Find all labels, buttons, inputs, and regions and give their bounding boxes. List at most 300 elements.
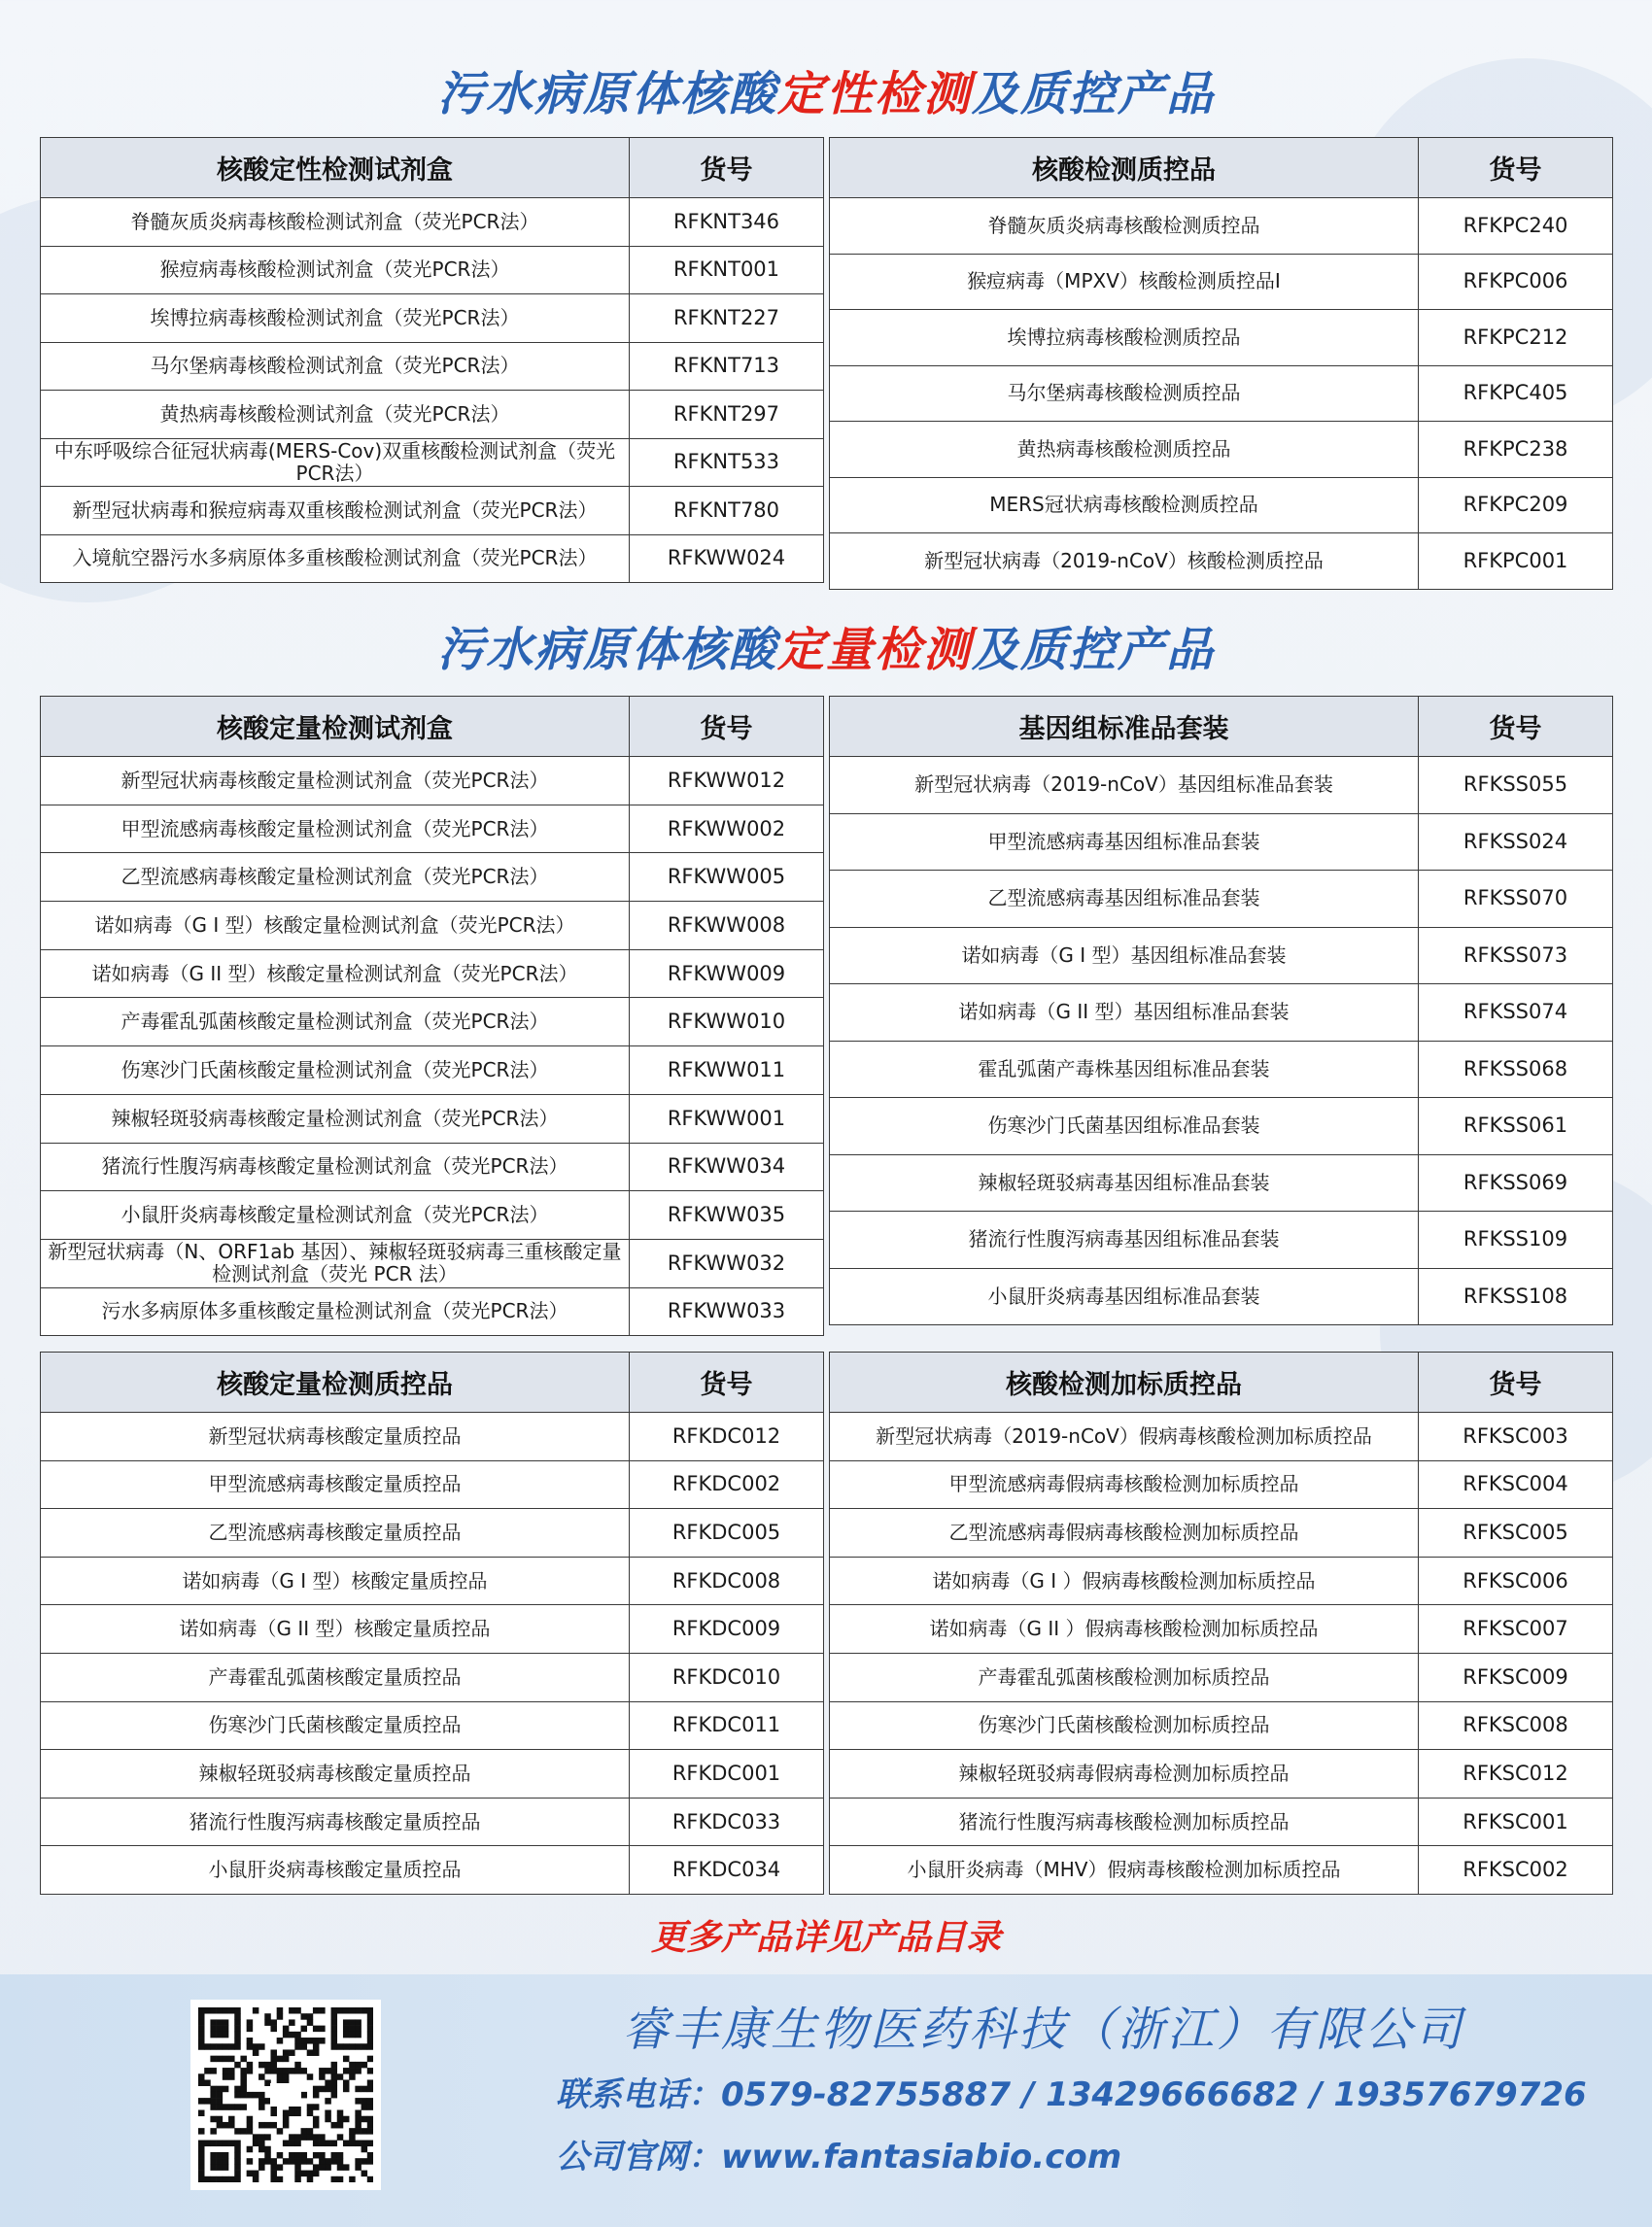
- qr-module: [223, 2152, 229, 2159]
- qr-module: [228, 2104, 235, 2110]
- qr-module: [270, 2171, 277, 2177]
- qr-module: [258, 2062, 265, 2069]
- qr-module: [253, 2007, 259, 2014]
- qr-module: [349, 2019, 356, 2026]
- qr-module: [343, 2086, 350, 2093]
- qr-module: [283, 2158, 290, 2165]
- product-name: 诺如病毒（G I ）假病毒核酸检测加标质控品: [830, 1557, 1419, 1605]
- qr-module: [355, 2141, 361, 2147]
- qr-module: [367, 2013, 373, 2020]
- qr-module: [264, 2122, 271, 2129]
- qr-module: [367, 2056, 373, 2063]
- product-code: RFKDC008: [630, 1557, 824, 1605]
- qr-module: [264, 2158, 271, 2165]
- qr-module: [210, 2098, 217, 2105]
- table-row: [830, 871, 1613, 928]
- product-name: 乙型流感病毒核酸定量检测试剂盒（荧光PCR法）: [41, 853, 630, 902]
- qr-module: [258, 2146, 265, 2153]
- qr-module: [283, 2073, 290, 2080]
- qr-module: [210, 2026, 217, 2033]
- qr-module: [234, 2152, 241, 2159]
- column-header-product: 核酸检测质控品: [830, 138, 1419, 198]
- qr-module: [343, 2164, 350, 2171]
- qr-module: [337, 2116, 344, 2123]
- qr-module: [307, 2013, 314, 2020]
- qr-module: [223, 2043, 229, 2050]
- qr-module: [367, 2128, 373, 2135]
- qr-module: [264, 2013, 271, 2020]
- table-row: [41, 1509, 824, 1558]
- qr-module: [217, 2158, 224, 2165]
- product-name: 马尔堡病毒核酸检测试剂盒（荧光PCR法）: [41, 342, 630, 391]
- product-name: 猪流行性腹泻病毒核酸检测加标质控品: [830, 1798, 1419, 1846]
- qr-module: [277, 2128, 284, 2135]
- qr-module: [198, 2158, 205, 2165]
- product-name: 乙型流感病毒核酸定量质控品: [41, 1509, 630, 1558]
- qr-module: [349, 2062, 356, 2069]
- qr-module: [289, 2158, 295, 2165]
- qr-module: [270, 2110, 277, 2117]
- qr-module: [283, 2056, 290, 2063]
- qr-module: [253, 2141, 259, 2147]
- qr-module: [313, 2171, 320, 2177]
- table-quantitative-controls: [40, 1352, 824, 1895]
- qr-module: [234, 2026, 241, 2033]
- qr-module: [217, 2176, 224, 2182]
- qr-module: [264, 2079, 271, 2086]
- qr-module: [217, 2019, 224, 2026]
- qr-module: [223, 2019, 229, 2026]
- qr-module: [319, 2152, 326, 2159]
- qr-module: [367, 2043, 373, 2050]
- qr-module: [337, 2176, 344, 2182]
- qr-module: [253, 2049, 259, 2056]
- qr-module: [325, 2158, 331, 2165]
- qr-module: [337, 2122, 344, 2129]
- qr-module: [355, 2098, 361, 2105]
- product-code: RFKSS074: [1419, 984, 1613, 1042]
- qr-module: [313, 2122, 320, 2129]
- qr-module: [294, 2038, 301, 2044]
- qr-module: [367, 2086, 373, 2093]
- table-row: [830, 254, 1613, 310]
- table-row: [830, 1413, 1613, 1461]
- table-row: [830, 1212, 1613, 1269]
- product-code: RFKWW033: [630, 1287, 824, 1336]
- table-row: [830, 198, 1613, 255]
- qr-module: [289, 2032, 295, 2039]
- qr-module: [198, 2141, 205, 2147]
- qr-module: [367, 2007, 373, 2014]
- column-header-code: 货号: [630, 138, 824, 198]
- table-row: [41, 757, 824, 805]
- qr-module: [313, 2026, 320, 2033]
- qr-code-graphic: [198, 2007, 373, 2182]
- qr-module: [247, 2171, 254, 2177]
- qr-module: [247, 2092, 254, 2099]
- qr-module: [289, 2134, 295, 2141]
- qr-module: [325, 2116, 331, 2123]
- product-code: RFKSC001: [1419, 1798, 1613, 1846]
- product-code: RFKNT346: [630, 198, 824, 247]
- qr-module: [367, 2176, 373, 2182]
- product-name: 脊髓灰质炎病毒核酸检测质控品: [830, 198, 1419, 255]
- qr-module: [240, 2068, 247, 2074]
- qr-module: [217, 2098, 224, 2105]
- qr-module: [234, 2007, 241, 2014]
- table-row: [41, 487, 824, 535]
- company-name: 睿丰康生物医药科技（浙江）有限公司: [622, 2003, 1465, 2057]
- qr-module: [355, 2019, 361, 2026]
- qr-module: [289, 2152, 295, 2159]
- qr-module: [331, 2086, 338, 2093]
- qr-module: [247, 2146, 254, 2153]
- column-header-product: 核酸定量检测试剂盒: [41, 697, 630, 757]
- qr-module: [294, 2141, 301, 2147]
- qr-module: [228, 2007, 235, 2014]
- qr-module: [313, 2104, 320, 2110]
- product-name: 新型冠状病毒（2019-nCoV）基因组标准品套装: [830, 757, 1419, 814]
- product-code: RFKNT227: [630, 294, 824, 343]
- qr-module: [283, 2141, 290, 2147]
- table-row: [830, 477, 1613, 533]
- qr-module: [355, 2122, 361, 2129]
- qr-module: [367, 2038, 373, 2044]
- qr-module: [343, 2141, 350, 2147]
- qr-module: [210, 2056, 217, 2063]
- product-name: 甲型流感病毒核酸定量检测试剂盒（荧光PCR法）: [41, 805, 630, 853]
- qr-module: [283, 2032, 290, 2039]
- qr-module: [204, 2068, 211, 2074]
- qr-module: [210, 2152, 217, 2159]
- qr-module: [355, 2043, 361, 2050]
- qr-module: [313, 2134, 320, 2141]
- qr-module: [223, 2176, 229, 2182]
- product-code: RFKSC004: [1419, 1460, 1613, 1509]
- qr-module: [234, 2176, 241, 2182]
- product-code: RFKNT297: [630, 391, 824, 439]
- qr-module: [240, 2104, 247, 2110]
- product-code: RFKWW011: [630, 1046, 824, 1095]
- qr-module: [355, 2110, 361, 2117]
- qr-module: [361, 2146, 368, 2153]
- qr-module: [277, 2056, 284, 2063]
- qr-module: [319, 2073, 326, 2080]
- qr-module: [210, 2176, 217, 2182]
- qr-module: [301, 2013, 308, 2020]
- qr-module: [331, 2176, 338, 2182]
- qr-module: [301, 2043, 308, 2050]
- qr-module: [301, 2134, 308, 2141]
- table-row: [830, 365, 1613, 422]
- qr-module: [264, 2146, 271, 2153]
- qr-module: [367, 2098, 373, 2105]
- product-name: 产毒霍乱弧菌核酸定量质控品: [41, 1653, 630, 1701]
- product-code: RFKPC006: [1419, 254, 1613, 310]
- product-code: RFKNT533: [630, 438, 824, 487]
- qr-module: [240, 2079, 247, 2086]
- qr-module: [319, 2141, 326, 2147]
- qr-module: [361, 2062, 368, 2069]
- qr-module: [301, 2158, 308, 2165]
- product-name: 新型冠状病毒（2019-nCoV）假病毒核酸检测加标质控品: [830, 1413, 1419, 1461]
- qr-module: [331, 2073, 338, 2080]
- product-code: RFKSS070: [1419, 871, 1613, 928]
- product-name: 新型冠状病毒（N、ORF1ab 基因）、辣椒轻斑驳病毒三重核酸定量检测试剂盒（荧光 PCR 法）: [41, 1239, 630, 1287]
- table-row: [41, 1191, 824, 1240]
- qr-module: [367, 2158, 373, 2165]
- qr-module: [325, 2079, 331, 2086]
- qr-module: [253, 2171, 259, 2177]
- qr-module: [367, 2026, 373, 2033]
- table-genome-standards: [829, 696, 1613, 1325]
- product-name: 入境航空器污水多病原体多重核酸检测试剂盒（荧光PCR法）: [41, 534, 630, 583]
- qr-module: [198, 2026, 205, 2033]
- table-row: [830, 310, 1613, 366]
- qr-module: [217, 2026, 224, 2033]
- table-row: [830, 533, 1613, 590]
- table-row: [41, 438, 824, 487]
- table-row: [830, 1557, 1613, 1605]
- qr-module: [349, 2128, 356, 2135]
- title-highlight: 定量检测: [776, 623, 972, 677]
- product-code: RFKSS069: [1419, 1154, 1613, 1212]
- qr-module: [223, 2056, 229, 2063]
- column-header-code: 货号: [1419, 697, 1613, 757]
- table-row: [830, 1750, 1613, 1799]
- product-name: 诺如病毒（G II 型）基因组标准品套装: [830, 984, 1419, 1042]
- qr-module: [294, 2152, 301, 2159]
- title-part: 及质控产品: [972, 67, 1216, 121]
- qr-module: [258, 2043, 265, 2050]
- qr-module: [307, 2171, 314, 2177]
- qr-module: [217, 2056, 224, 2063]
- qr-module: [234, 2038, 241, 2044]
- qr-module: [283, 2116, 290, 2123]
- table-row: [41, 1287, 824, 1336]
- qr-module: [217, 2086, 224, 2093]
- qr-module: [361, 2104, 368, 2110]
- qr-module: [361, 2158, 368, 2165]
- qr-module: [234, 2164, 241, 2171]
- product-name: 伤寒沙门氏菌核酸检测加标质控品: [830, 1701, 1419, 1750]
- qr-module: [210, 2068, 217, 2074]
- qr-module: [331, 2079, 338, 2086]
- qr-module: [223, 2158, 229, 2165]
- qr-module: [349, 2032, 356, 2039]
- qr-module: [301, 2092, 308, 2099]
- product-code: RFKDC034: [630, 1846, 824, 1895]
- qr-module: [247, 2062, 254, 2069]
- qr-module: [325, 2110, 331, 2117]
- table-row: [830, 757, 1613, 814]
- qr-module: [258, 2122, 265, 2129]
- qr-module: [367, 2032, 373, 2039]
- qr-module: [283, 2068, 290, 2074]
- qr-module: [361, 2141, 368, 2147]
- qr-module: [289, 2007, 295, 2014]
- qr-module: [337, 2110, 344, 2117]
- product-code: RFKWW034: [630, 1143, 824, 1191]
- product-code: RFKSC002: [1419, 1846, 1613, 1895]
- table-row: [830, 1268, 1613, 1325]
- qr-module: [234, 2032, 241, 2039]
- qr-module: [349, 2007, 356, 2014]
- column-header-product: 基因组标准品套装: [830, 697, 1419, 757]
- table-row: [41, 1653, 824, 1701]
- qr-module: [301, 2152, 308, 2159]
- qr-module: [307, 2110, 314, 2117]
- product-name: 辣椒轻斑驳病毒核酸定量检测试剂盒（荧光PCR法）: [41, 1094, 630, 1143]
- product-code: RFKSS024: [1419, 813, 1613, 871]
- product-name: 甲型流感病毒基因组标准品套装: [830, 813, 1419, 871]
- qr-module: [343, 2019, 350, 2026]
- qr-module: [217, 2032, 224, 2039]
- qr-module: [301, 2026, 308, 2033]
- product-code: RFKDC009: [630, 1605, 824, 1654]
- qr-module: [325, 2098, 331, 2105]
- qr-module: [264, 2068, 271, 2074]
- qr-module: [198, 2098, 205, 2105]
- product-code: RFKNT713: [630, 342, 824, 391]
- qr-module: [270, 2122, 277, 2129]
- product-code: RFKSC006: [1419, 1557, 1613, 1605]
- qr-module: [367, 2104, 373, 2110]
- qr-module: [289, 2068, 295, 2074]
- product-code: RFKWW012: [630, 757, 824, 805]
- qr-module: [270, 2158, 277, 2165]
- qr-module: [277, 2176, 284, 2182]
- product-code: RFKWW009: [630, 949, 824, 998]
- qr-module: [198, 2007, 205, 2014]
- qr-module: [301, 2068, 308, 2074]
- qr-module: [355, 2068, 361, 2074]
- qr-module: [331, 2026, 338, 2033]
- table-spike-in-controls: [829, 1352, 1613, 1895]
- qr-module: [277, 2013, 284, 2020]
- qr-module: [313, 2141, 320, 2147]
- qr-module: [228, 2116, 235, 2123]
- qr-module: [234, 2019, 241, 2026]
- qr-module: [198, 2043, 205, 2050]
- qr-module: [313, 2038, 320, 2044]
- product-name: 猪流行性腹泻病毒核酸定量质控品: [41, 1798, 630, 1846]
- qr-module: [247, 2128, 254, 2135]
- qr-module: [277, 2068, 284, 2074]
- product-code: RFKDC002: [630, 1460, 824, 1509]
- qr-module: [307, 2128, 314, 2135]
- product-code: RFKWW032: [630, 1239, 824, 1287]
- table-qualitative-kits: [40, 137, 824, 583]
- qr-module: [355, 2116, 361, 2123]
- qr-module: [307, 2176, 314, 2182]
- qr-module: [337, 2152, 344, 2159]
- qr-module: [217, 2043, 224, 2050]
- qr-module: [331, 2092, 338, 2099]
- qr-module: [234, 2171, 241, 2177]
- qr-module: [247, 2122, 254, 2129]
- qr-module: [319, 2158, 326, 2165]
- qr-module: [367, 2019, 373, 2026]
- qr-module: [198, 2171, 205, 2177]
- table-row: [41, 1239, 824, 1287]
- qr-module: [361, 2007, 368, 2014]
- qr-module: [264, 2062, 271, 2069]
- product-name: 新型冠状病毒（2019-nCoV）核酸检测质控品: [830, 533, 1419, 590]
- qr-module: [319, 2134, 326, 2141]
- qr-module: [204, 2043, 211, 2050]
- qr-module: [289, 2110, 295, 2117]
- qr-module: [294, 2158, 301, 2165]
- table-row: [41, 294, 824, 343]
- qr-module: [253, 2043, 259, 2050]
- qr-module: [247, 2116, 254, 2123]
- qr-module: [234, 2043, 241, 2050]
- qr-module: [210, 2092, 217, 2099]
- qr-module: [294, 2164, 301, 2171]
- qr-module: [247, 2038, 254, 2044]
- qr-module: [240, 2092, 247, 2099]
- qr-module: [258, 2073, 265, 2080]
- qr-module: [198, 2073, 205, 2080]
- qr-module: [223, 2073, 229, 2080]
- qr-module: [337, 2073, 344, 2080]
- qr-module: [349, 2134, 356, 2141]
- column-header-code: 货号: [630, 1353, 824, 1413]
- qr-module: [367, 2116, 373, 2123]
- qr-module: [234, 2092, 241, 2099]
- qr-module: [247, 2158, 254, 2165]
- qr-module: [307, 2158, 314, 2165]
- qr-module: [361, 2128, 368, 2135]
- qr-module: [258, 2098, 265, 2105]
- qr-module: [217, 2116, 224, 2123]
- qr-module: [247, 2043, 254, 2050]
- qr-module: [247, 2019, 254, 2026]
- qr-module: [223, 2032, 229, 2039]
- product-name: 诺如病毒（G II 型）核酸定量检测试剂盒（荧光PCR法）: [41, 949, 630, 998]
- qr-module: [355, 2128, 361, 2135]
- product-code: RFKSC009: [1419, 1653, 1613, 1701]
- qr-module: [270, 2062, 277, 2069]
- qr-module: [247, 2068, 254, 2074]
- qr-logo: [270, 2083, 301, 2107]
- qr-module: [343, 2043, 350, 2050]
- qr-module: [367, 2152, 373, 2159]
- table-row: [41, 1143, 824, 1191]
- qr-module: [270, 2056, 277, 2063]
- qr-module: [234, 2086, 241, 2093]
- product-code: RFKPC240: [1419, 198, 1613, 255]
- qr-module: [283, 2049, 290, 2056]
- product-code: RFKSS108: [1419, 1268, 1613, 1325]
- qr-module: [337, 2134, 344, 2141]
- qr-module: [264, 2134, 271, 2141]
- product-name: 新型冠状病毒核酸定量检测试剂盒（荧光PCR法）: [41, 757, 630, 805]
- product-name: 小鼠肝炎病毒核酸定量检测试剂盒（荧光PCR法）: [41, 1191, 630, 1240]
- qr-module: [355, 2062, 361, 2069]
- table-nucleic-acid-controls: [829, 137, 1613, 590]
- qr-module: [355, 2007, 361, 2014]
- product-name: 辣椒轻斑驳病毒核酸定量质控品: [41, 1750, 630, 1799]
- product-name: 小鼠肝炎病毒（MHV）假病毒核酸检测加标质控品: [830, 1846, 1419, 1895]
- qr-module: [343, 2079, 350, 2086]
- qr-module: [325, 2141, 331, 2147]
- qr-module: [331, 2152, 338, 2159]
- product-name: 猪流行性腹泻病毒基因组标准品套装: [830, 1212, 1419, 1269]
- qr-module: [294, 2062, 301, 2069]
- column-header-code: 货号: [1419, 138, 1613, 198]
